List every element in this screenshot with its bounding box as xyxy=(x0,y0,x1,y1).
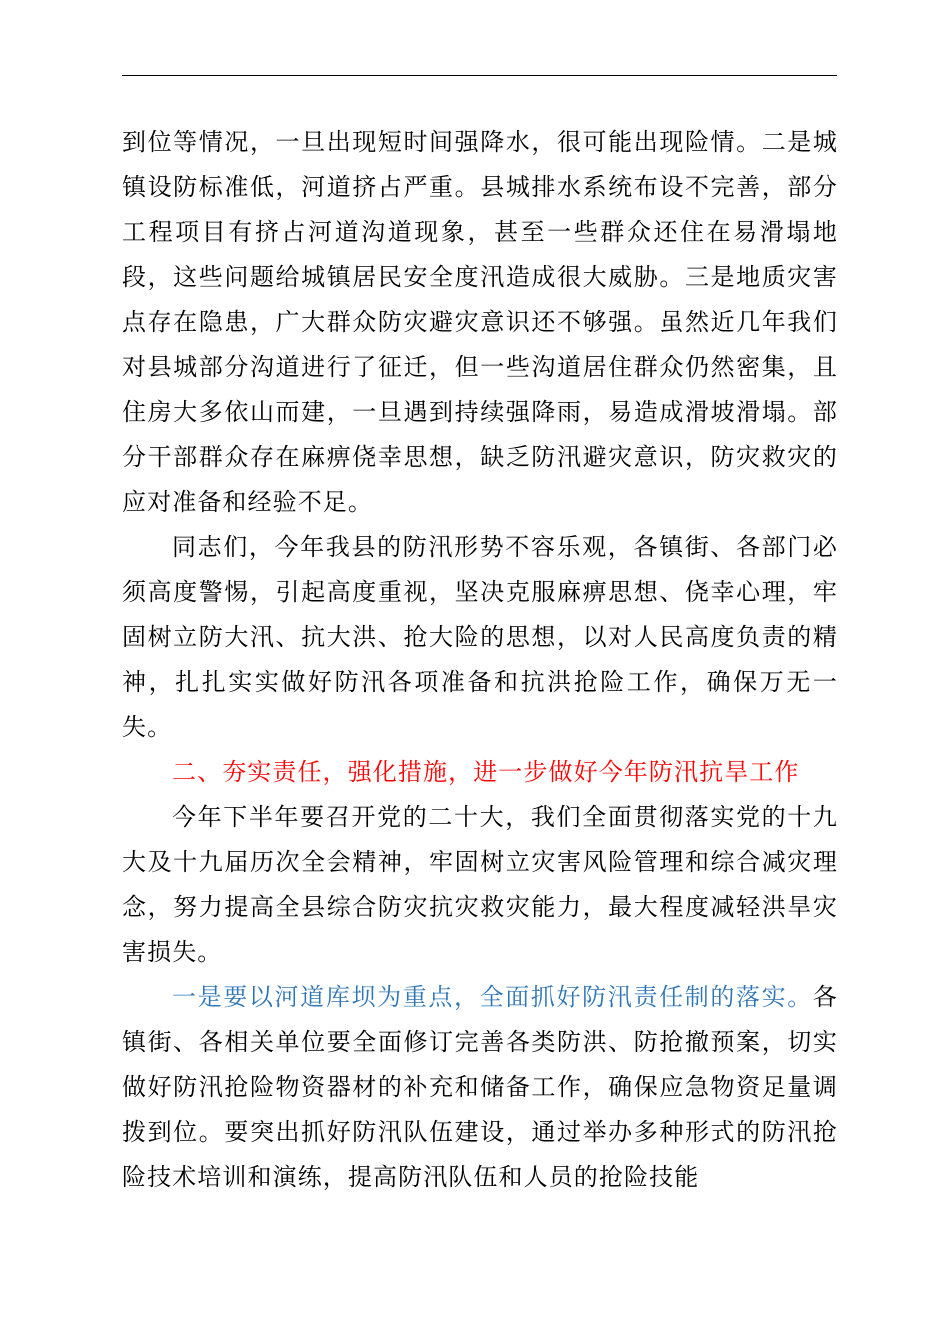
document-body xyxy=(122,120,838,1200)
measure-one-body: 各镇街、各相关单位要全面修订完善各类防洪、防抢撤预案，切实做好防汛抢险物资器材的补充和储备工作，确保应急物资足量调拨到位。要突出抓好防汛队伍建设，通过举办多种形式的防汛抢险技术培训和演练，提高防汛队伍和人员的抢险技能 xyxy=(122,983,838,1191)
header-rule xyxy=(122,75,837,76)
paragraph-measure-one xyxy=(122,975,838,1200)
paragraph-section-intro: 今年下半年要召开党的二十大，我们全面贯彻落实党的十九大及十九届历次全会精神，牢固树立灾害风险管理和综合减灾理念，努力提高全县综合防灾抗灾救灾能力，最大程度减轻洪旱灾害损失。 xyxy=(122,803,838,966)
section-heading-2: 二、夯实责任，强化措施，进一步做好今年防汛抗旱工作 xyxy=(172,758,800,786)
measure-one-lead: 一是要以河道库坝为重点，全面抓好防汛责任制的落实。 xyxy=(172,983,813,1011)
paragraph-risk-analysis: 到位等情况，一旦出现短时间强降水，很可能出现险情。二是城镇设防标准低，河道挤占严重。县城排水系统布设不完善，部分工程项目有挤占河道沟道现象，甚至一些群众还住在易滑塌地段，这些问题给城镇居民安全度汛造成很大威胁。三是地质灾害点存在隐患，广大群众防灾避灾意识还不够强。虽然近几年我们对县城部分沟道进行了征迁，但一些沟道居住群众仍然密集，且住房大多依山而建，一旦遇到持续强降雨，易造成滑坡滑塌。部分干部群众存在麻痹侥幸思想，缺乏防汛避灾意识，防灾救灾的应对准备和经验不足。 xyxy=(122,128,838,516)
paragraph-situation-summary: 同志们，今年我县的防汛形势不容乐观，各镇街、各部门必须高度警惕，引起高度重视，坚决克服麻痹思想、侥幸心理，牢固树立防大汛、抗大洪、抢大险的思想，以对人民高度负责的精神，扎扎实实做好防汛各项准备和抗洪抢险工作，确保万无一失。 xyxy=(122,533,838,741)
